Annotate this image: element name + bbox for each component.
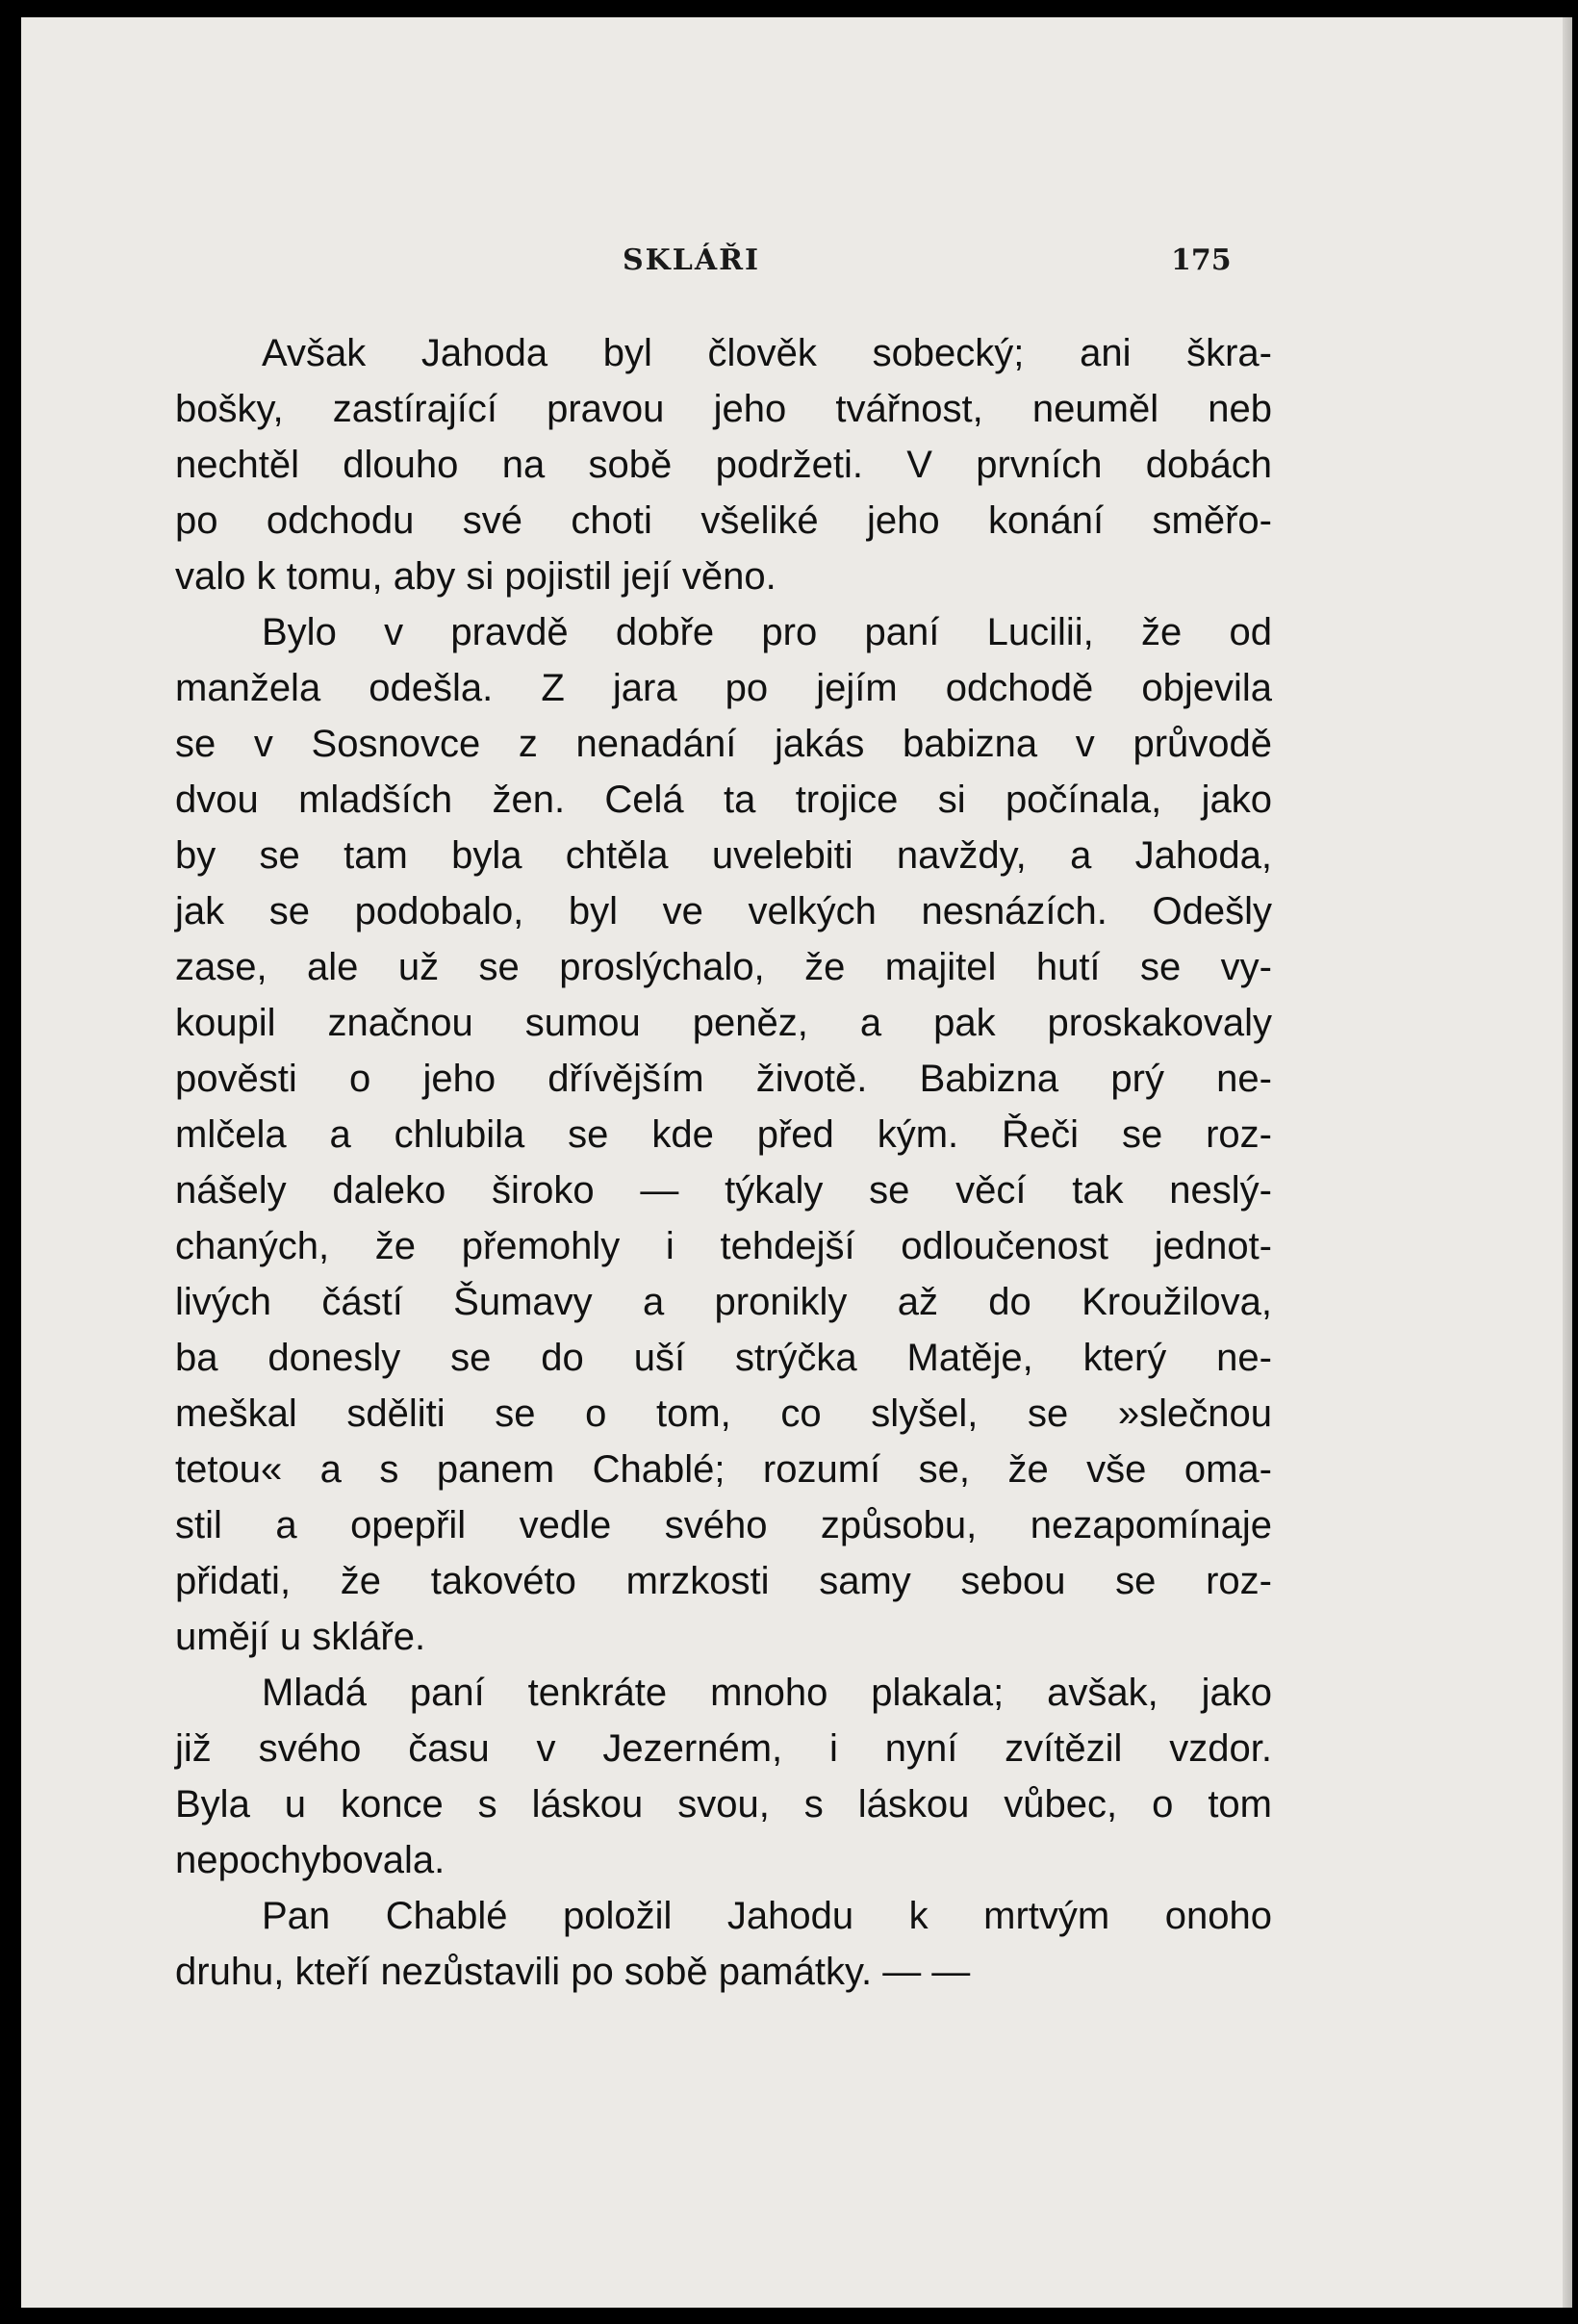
text-line: mlčela a chlubila se kde před kým. Řeči se roz- (175, 1113, 1272, 1156)
text-line: Byla u konce s láskou svou, s láskou vůbec, o tom (175, 1783, 1272, 1826)
text-line: druhu, kteří nezůstavili po sobě památky. — — (175, 1951, 971, 1993)
text-line: přidati, že takovéto mrzkosti samy sebou se roz- (175, 1560, 1272, 1602)
text-line: manžela odešla. Z jara po jejím odchodě objevila (175, 667, 1272, 709)
text-line: jak se podobalo, byl ve velkých nesnázích. Odešly (175, 890, 1272, 932)
text-line: valo k tomu, aby si pojistil její věno. (175, 555, 776, 598)
page-edge (1563, 17, 1572, 2308)
text-line: stil a opepřil vedle svého způsobu, nezapomínaje (175, 1504, 1272, 1546)
book-page (21, 17, 1572, 2308)
text-line: po odchodu své choti všeliké jeho konání směřo- (175, 499, 1272, 542)
text-line: by se tam byla chtěla uvelebiti navždy, a Jahoda, (175, 834, 1272, 877)
text-line: koupil značnou sumou peněz, a pak proskakovaly (175, 1002, 1272, 1044)
text-line: Avšak Jahoda byl člověk sobecký; ani škra- (262, 332, 1272, 374)
paragraph (175, 1665, 1272, 1888)
paragraph (175, 604, 1272, 1665)
text-line: chaných, že přemohly i tehdejší odloučenost jednot- (175, 1225, 1272, 1267)
text-line: pověsti o jeho dřívějším životě. Babizna prý ne- (175, 1058, 1272, 1100)
text-line: dvou mladších žen. Celá ta trojice si počínala, jako (175, 779, 1272, 821)
body-text (175, 325, 1272, 2000)
text-line: se v Sosnovce z nenadání jakás babizna v průvodě (175, 723, 1272, 765)
text-line: již svého času v Jezerném, i nyní zvítězil vzdor. (175, 1727, 1272, 1770)
text-line: Pan Chablé položil Jahodu k mrtvým onoho (262, 1895, 1272, 1937)
text-line: zase, ale už se proslýchalo, že majitel hutí se vy- (175, 946, 1272, 988)
text-line: Mladá paní tenkráte mnoho plakala; avšak, jako (262, 1672, 1272, 1714)
text-line: livých částí Šumavy a pronikly až do Kroužilova, (175, 1281, 1272, 1323)
text-line: nášely daleko široko — týkaly se věcí tak neslý- (175, 1169, 1272, 1212)
text-line: tetou« a s panem Chablé; rozumí se, že vše oma- (175, 1448, 1272, 1491)
paragraph (175, 1888, 1272, 2000)
page-header (21, 243, 1572, 282)
text-line: nechtěl dlouho na sobě podržeti. V prvních dobách (175, 444, 1272, 486)
page-number: 175 (1171, 243, 1232, 277)
text-line: bošky, zastírající pravou jeho tvářnost, neuměl neb (175, 388, 1272, 430)
text-line: umějí u skláře. (175, 1616, 426, 1658)
text-line: Bylo v pravdě dobře pro paní Lucilii, že od (262, 611, 1272, 653)
running-head: SKLÁŘI (623, 243, 761, 277)
text-line: ba donesly se do uší strýčka Matěje, který ne- (175, 1337, 1272, 1379)
paragraph (175, 325, 1272, 604)
text-line: nepochybovala. (175, 1839, 445, 1881)
text-line: meškal sděliti se o tom, co slyšel, se »slečnou (175, 1392, 1272, 1435)
